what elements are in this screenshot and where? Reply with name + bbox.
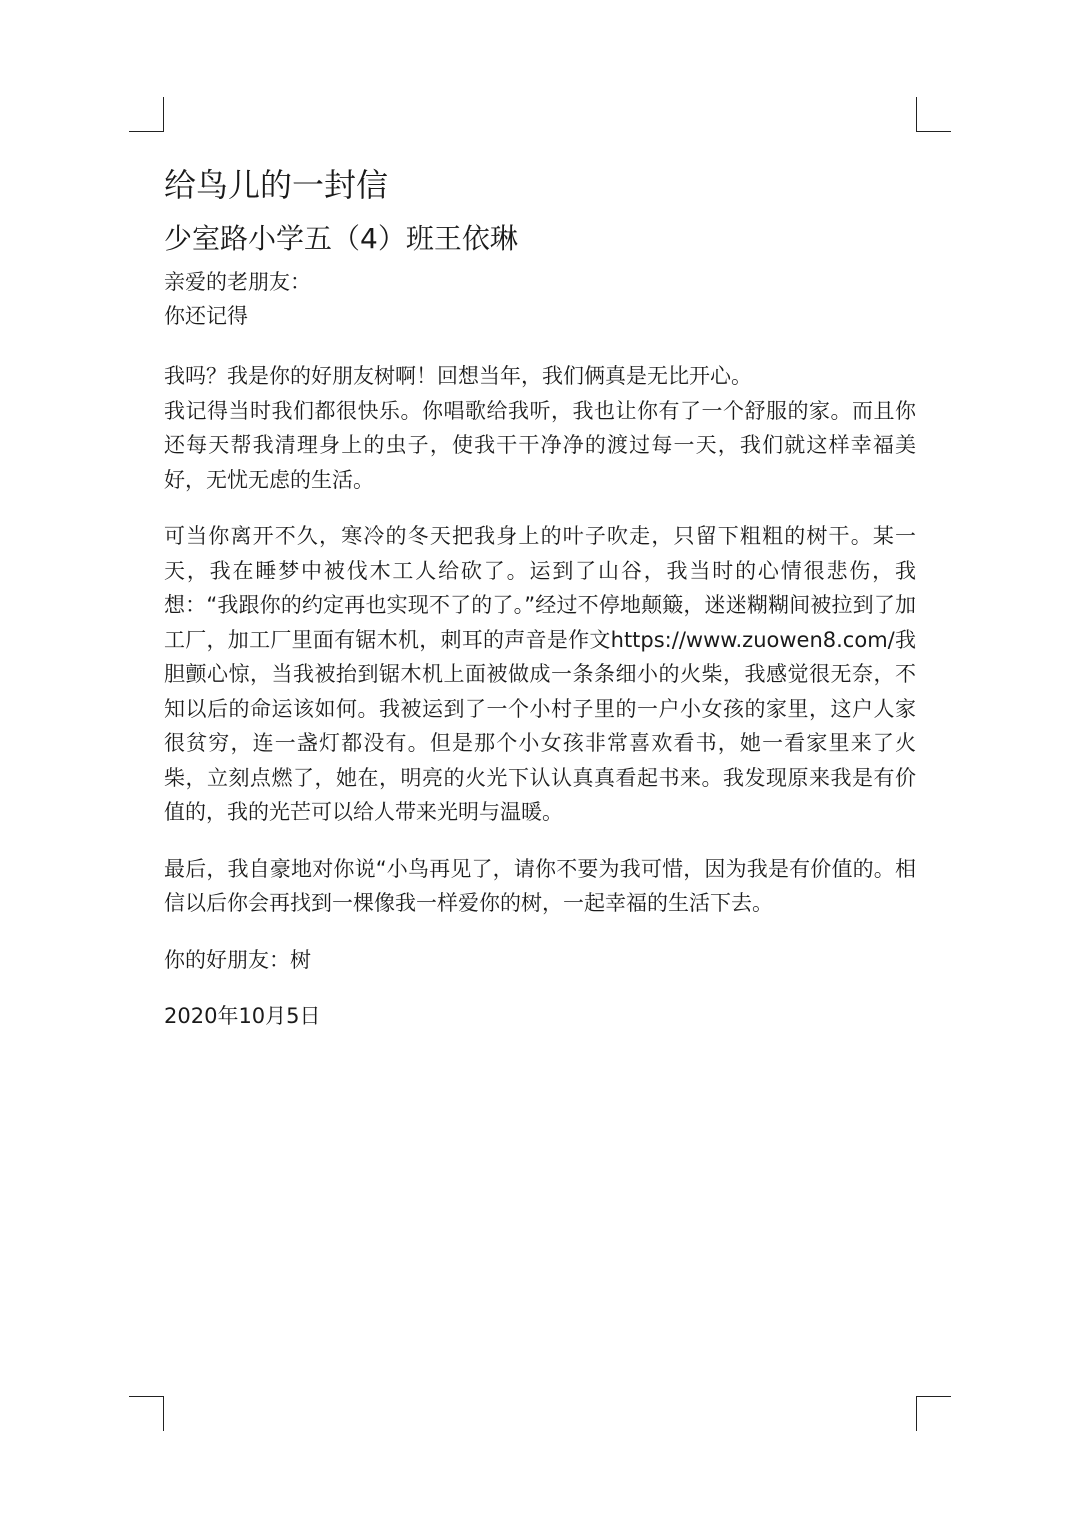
document-title: 给鸟儿的一封信 <box>164 166 389 204</box>
paragraph: 我记得当时我们都很快乐。你唱歌给我听，我也让你有了一个舒服的家。而且你还每天帮我清理身上的虫子，使我干干净净的渡过每一天，我们就这样幸福美好，无忧无虑的生活。 <box>164 398 916 492</box>
paragraph: 我吗？我是你的好朋友树啊！回想当年，我们俩真是无比开心。 <box>164 364 752 388</box>
signature: 你的好朋友：树 <box>164 947 311 972</box>
crop-mark-top-left <box>129 97 164 132</box>
salutation: 亲爱的老朋友： <box>164 270 311 294</box>
document-body <box>164 163 916 1033</box>
paragraph: 最后，我自豪地对你说“小鸟再见了，请你不要为我可惜，因为我是有价值的。相信以后你会再找到一棵像我一样爱你的树，一起幸福的生活下去。 <box>164 856 916 915</box>
crop-mark-bottom-left <box>129 1396 164 1431</box>
date: 2020年10月5日 <box>164 1003 321 1028</box>
crop-mark-bottom-right <box>916 1396 951 1431</box>
document-subtitle: 少室路小学五（4）班王依琳 <box>164 222 518 255</box>
paragraph: 可当你离开不久，寒冷的冬天把我身上的叶子吹走，只留下粗粗的树干。某一天，我在睡梦中被伐木工人给砍了。运到了山谷，我当时的心情很悲伤，我想：“我跟你的约定再也实现不了的了。”经过不停地颠簸，迷迷糊糊间被拉到了加工厂，加工厂里面有锯木机，刺耳的声音是作文https://www.zuowen8.com/我胆颤心惊，当我被抬到锯木机上面被做成一条条细小的火柴，我感觉很无奈，不知以后的命运该如何。我被运到了一个小村子里的一户小女孩的家里，这户人家很贫穷，连一盏灯都没有。但是那个小女孩非常喜欢看书，她一看家里来了火柴，立刻点燃了，她在，明亮的火光下认认真真看起书来。我发现原来我是有价值的，我的光芒可以给人带来光明与温暖。 <box>164 524 916 824</box>
opening-line: 你还记得 <box>164 304 248 328</box>
crop-mark-top-right <box>916 97 951 132</box>
